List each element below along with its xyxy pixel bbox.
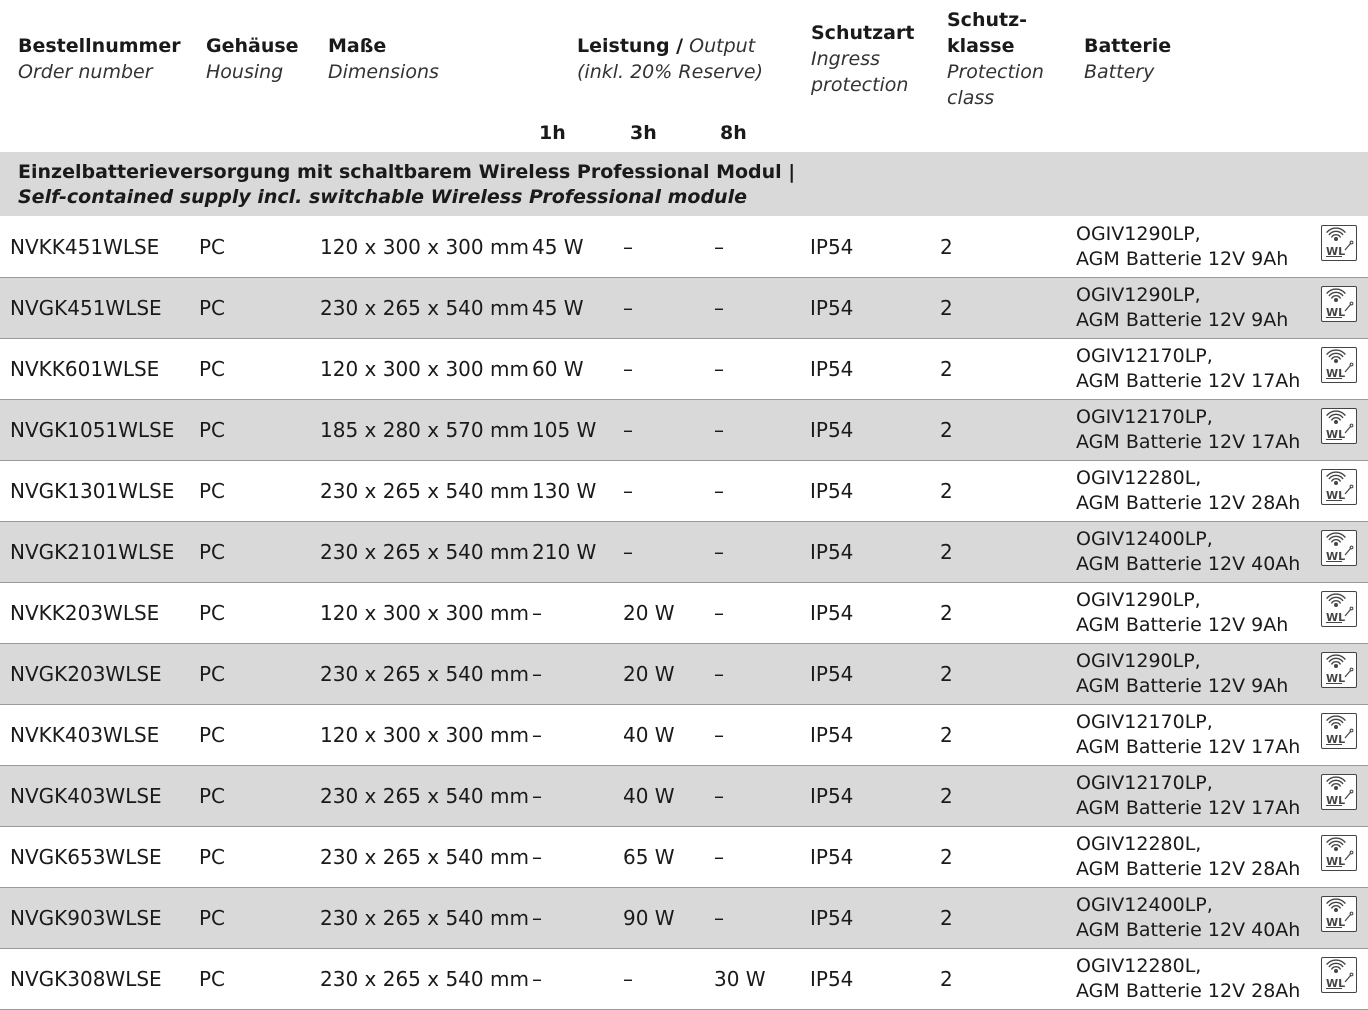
svg-text:WL: WL [1326, 916, 1346, 929]
svg-text:WL: WL [1326, 977, 1346, 990]
dimensions-cell: 120 x 300 x 300 mm [320, 235, 529, 259]
output-3h-cell: – [623, 479, 633, 503]
battery-model: OGIV12280L, [1076, 955, 1202, 977]
header-dimensions [328, 33, 439, 85]
header-hours-8h: 8h [720, 122, 747, 144]
battery-cell [1076, 344, 1300, 394]
output-8h-cell: – [714, 723, 724, 747]
wireless-wl-icon [1321, 530, 1357, 566]
header-ingress-en-2: protection [811, 74, 909, 96]
dimensions-cell: 230 x 265 x 540 mm [320, 845, 529, 869]
battery-cell [1076, 405, 1300, 455]
output-8h-cell: – [714, 906, 724, 930]
output-3h-cell: 40 W [623, 784, 675, 808]
order-number-cell: NVGK1051WLSE [10, 418, 175, 442]
housing-cell: PC [199, 662, 226, 686]
wireless-wl-icon [1321, 713, 1357, 749]
header-ingress-de: Schutzart [811, 22, 915, 44]
ingress-protection-cell: IP54 [810, 845, 854, 869]
table-body [0, 217, 1368, 1010]
order-number-cell: NVKK403WLSE [10, 723, 160, 747]
order-number-cell: NVGK203WLSE [10, 662, 162, 686]
output-1h-cell: 130 W [532, 479, 597, 503]
wireless-wl-icon [1321, 652, 1357, 688]
output-1h-cell: – [532, 845, 542, 869]
output-1h-cell: 45 W [532, 235, 584, 259]
svg-text:WL: WL [1326, 550, 1346, 563]
output-3h-cell: – [623, 357, 633, 381]
svg-text:WL: WL [1326, 245, 1346, 258]
battery-model: OGIV12170LP, [1076, 772, 1213, 794]
housing-cell: PC [199, 479, 226, 503]
output-3h-cell: – [623, 235, 633, 259]
output-1h-cell: – [532, 662, 542, 686]
protection-class-cell: 2 [940, 845, 953, 869]
ingress-protection-cell: IP54 [810, 540, 854, 564]
table-row [0, 522, 1368, 583]
output-3h-cell: 40 W [623, 723, 675, 747]
svg-text:WL: WL [1326, 855, 1346, 868]
header-dims-de: Maße [328, 35, 387, 57]
protection-class-cell: 2 [940, 784, 953, 808]
table-row [0, 278, 1368, 339]
order-number-cell: NVGK451WLSE [10, 296, 162, 320]
battery-model: OGIV12170LP, [1076, 345, 1213, 367]
battery-type: AGM Batterie 12V 9Ah [1076, 675, 1289, 697]
header-hours-1h: 1h [539, 122, 566, 144]
section-title-en: Self-contained supply incl. switchable Wireless Professional module [18, 186, 747, 208]
header-order-en: Order number [18, 61, 153, 83]
svg-text:WL: WL [1326, 672, 1346, 685]
battery-type: AGM Batterie 12V 17Ah [1076, 736, 1301, 758]
wireless-wl-icon [1321, 957, 1357, 993]
dimensions-cell: 120 x 300 x 300 mm [320, 723, 529, 747]
battery-cell [1076, 771, 1300, 821]
order-number-cell: NVGK653WLSE [10, 845, 162, 869]
order-number-cell: NVGK308WLSE [10, 967, 162, 991]
order-number-cell: NVGK403WLSE [10, 784, 162, 808]
svg-text:WL: WL [1326, 367, 1346, 380]
housing-cell: PC [199, 845, 226, 869]
battery-type: AGM Batterie 12V 28Ah [1076, 980, 1301, 1002]
header-class-de-2: klasse [947, 35, 1015, 57]
ingress-protection-cell: IP54 [810, 418, 854, 442]
protection-class-cell: 2 [940, 296, 953, 320]
table-row [0, 461, 1368, 522]
battery-cell [1076, 222, 1288, 272]
ingress-protection-cell: IP54 [810, 235, 854, 259]
header-housing [206, 33, 299, 85]
dimensions-cell: 185 x 280 x 570 mm [320, 418, 529, 442]
wireless-wl-icon [1321, 896, 1357, 932]
output-3h-cell: 90 W [623, 906, 675, 930]
dimensions-cell: 230 x 265 x 540 mm [320, 479, 529, 503]
battery-type: AGM Batterie 12V 17Ah [1076, 431, 1301, 453]
section-title-de: Einzelbatterieversorgung mit schaltbarem Wireless Professional Modul | [18, 161, 796, 183]
housing-cell: PC [199, 540, 226, 564]
table-row [0, 644, 1368, 705]
wireless-wl-icon [1321, 591, 1357, 627]
output-3h-cell: – [623, 418, 633, 442]
output-8h-cell: – [714, 845, 724, 869]
ingress-protection-cell: IP54 [810, 662, 854, 686]
battery-type: AGM Batterie 12V 28Ah [1076, 492, 1301, 514]
dimensions-cell: 120 x 300 x 300 mm [320, 357, 529, 381]
housing-cell: PC [199, 906, 226, 930]
battery-type: AGM Batterie 12V 28Ah [1076, 858, 1301, 880]
battery-model: OGIV1290LP, [1076, 284, 1201, 306]
output-3h-cell: – [623, 967, 633, 991]
protection-class-cell: 2 [940, 662, 953, 686]
wireless-wl-icon [1321, 408, 1357, 444]
header-battery-en: Battery [1084, 61, 1155, 83]
battery-model: OGIV12400LP, [1076, 528, 1213, 550]
wireless-wl-icon [1321, 286, 1357, 322]
header-class-de-1: Schutz- [947, 9, 1028, 31]
output-8h-cell: – [714, 540, 724, 564]
header-output-de: Leistung / [577, 35, 684, 57]
output-8h-cell: 30 W [714, 967, 766, 991]
battery-type: AGM Batterie 12V 9Ah [1076, 614, 1289, 636]
battery-cell [1076, 527, 1300, 577]
protection-class-cell: 2 [940, 967, 953, 991]
output-8h-cell: – [714, 784, 724, 808]
protection-class-cell: 2 [940, 540, 953, 564]
header-order-de: Bestellnummer [18, 35, 181, 57]
table-row [0, 827, 1368, 888]
output-8h-cell: – [714, 296, 724, 320]
order-number-cell: NVKK601WLSE [10, 357, 160, 381]
housing-cell: PC [199, 784, 226, 808]
battery-cell [1076, 649, 1288, 699]
output-3h-cell: 20 W [623, 662, 675, 686]
output-1h-cell: – [532, 967, 542, 991]
housing-cell: PC [199, 296, 226, 320]
header-output-note: (inkl. 20% Reserve) [577, 61, 764, 83]
battery-model: OGIV12400LP, [1076, 894, 1213, 916]
table-row [0, 888, 1368, 949]
output-1h-cell: 210 W [532, 540, 597, 564]
output-8h-cell: – [714, 601, 724, 625]
housing-cell: PC [199, 601, 226, 625]
header-class-en-2: class [947, 87, 995, 109]
battery-type: AGM Batterie 12V 17Ah [1076, 370, 1301, 392]
dimensions-cell: 230 x 265 x 540 mm [320, 540, 529, 564]
dimensions-cell: 230 x 265 x 540 mm [320, 906, 529, 930]
svg-text:WL: WL [1326, 489, 1346, 502]
battery-model: OGIV12280L, [1076, 467, 1202, 489]
wireless-wl-icon [1321, 835, 1357, 871]
header-order-number [18, 33, 181, 85]
battery-model: OGIV1290LP, [1076, 650, 1201, 672]
protection-class-cell: 2 [940, 906, 953, 930]
battery-model: OGIV12170LP, [1076, 406, 1213, 428]
output-1h-cell: – [532, 601, 542, 625]
output-3h-cell: 20 W [623, 601, 675, 625]
order-number-cell: NVGK903WLSE [10, 906, 162, 930]
ingress-protection-cell: IP54 [810, 784, 854, 808]
battery-cell [1076, 893, 1300, 943]
battery-cell [1076, 588, 1288, 638]
battery-cell [1076, 954, 1300, 1004]
ingress-protection-cell: IP54 [810, 601, 854, 625]
output-1h-cell: 105 W [532, 418, 597, 442]
dimensions-cell: 120 x 300 x 300 mm [320, 601, 529, 625]
battery-model: OGIV12170LP, [1076, 711, 1213, 733]
output-3h-cell: – [623, 296, 633, 320]
table-row [0, 766, 1368, 827]
battery-cell [1076, 466, 1300, 516]
ingress-protection-cell: IP54 [810, 723, 854, 747]
ingress-protection-cell: IP54 [810, 479, 854, 503]
housing-cell: PC [199, 418, 226, 442]
header-battery [1084, 33, 1171, 85]
table-row [0, 583, 1368, 644]
ingress-protection-cell: IP54 [810, 357, 854, 381]
output-1h-cell: – [532, 906, 542, 930]
output-8h-cell: – [714, 357, 724, 381]
table-row [0, 339, 1368, 400]
header-ingress-en-1: Ingress [811, 48, 881, 70]
battery-model: OGIV1290LP, [1076, 223, 1201, 245]
header-battery-de: Batterie [1084, 35, 1172, 57]
battery-cell [1076, 832, 1300, 882]
protection-class-cell: 2 [940, 418, 953, 442]
svg-text:WL: WL [1326, 794, 1346, 807]
order-number-cell: NVKK203WLSE [10, 601, 160, 625]
wireless-wl-icon [1321, 225, 1357, 261]
svg-text:WL: WL [1326, 611, 1346, 624]
table-row [0, 400, 1368, 461]
table-row [0, 705, 1368, 766]
protection-class-cell: 2 [940, 235, 953, 259]
battery-type: AGM Batterie 12V 9Ah [1076, 309, 1289, 331]
svg-text:WL: WL [1326, 733, 1346, 746]
svg-text:WL: WL [1326, 428, 1346, 441]
output-8h-cell: – [714, 418, 724, 442]
table-row [0, 949, 1368, 1010]
dimensions-cell: 230 x 265 x 540 mm [320, 662, 529, 686]
battery-type: AGM Batterie 12V 17Ah [1076, 797, 1301, 819]
protection-class-cell: 2 [940, 479, 953, 503]
header-ingress-protection [811, 20, 914, 98]
battery-model: OGIV12280L, [1076, 833, 1202, 855]
housing-cell: PC [199, 235, 226, 259]
ingress-protection-cell: IP54 [810, 296, 854, 320]
protection-class-cell: 2 [940, 357, 953, 381]
dimensions-cell: 230 x 265 x 540 mm [320, 967, 529, 991]
protection-class-cell: 2 [940, 601, 953, 625]
header-hours-3h: 3h [630, 122, 657, 144]
dimensions-cell: 230 x 265 x 540 mm [320, 296, 529, 320]
order-number-cell: NVGK2101WLSE [10, 540, 175, 564]
protection-class-cell: 2 [940, 723, 953, 747]
battery-type: AGM Batterie 12V 40Ah [1076, 919, 1301, 941]
output-1h-cell: 60 W [532, 357, 584, 381]
header-protection-class [947, 7, 1044, 111]
wireless-wl-icon [1321, 347, 1357, 383]
ingress-protection-cell: IP54 [810, 967, 854, 991]
order-number-cell: NVGK1301WLSE [10, 479, 175, 503]
housing-cell: PC [199, 357, 226, 381]
header-output [577, 33, 763, 85]
output-8h-cell: – [714, 479, 724, 503]
ingress-protection-cell: IP54 [810, 906, 854, 930]
output-1h-cell: – [532, 723, 542, 747]
battery-type: AGM Batterie 12V 9Ah [1076, 248, 1289, 270]
battery-model: OGIV1290LP, [1076, 589, 1201, 611]
output-3h-cell: – [623, 540, 633, 564]
header-housing-de: Gehäuse [206, 35, 299, 57]
dimensions-cell: 230 x 265 x 540 mm [320, 784, 529, 808]
housing-cell: PC [199, 723, 226, 747]
table-row [0, 217, 1368, 278]
output-1h-cell: – [532, 784, 542, 808]
header-dims-en: Dimensions [328, 61, 439, 83]
battery-cell [1076, 283, 1288, 333]
header-class-en-1: Protection [947, 61, 1044, 83]
output-1h-cell: 45 W [532, 296, 584, 320]
header-housing-en: Housing [206, 61, 284, 83]
section-heading [0, 152, 1368, 216]
header-output-en: Output [689, 35, 756, 57]
output-8h-cell: – [714, 662, 724, 686]
wireless-wl-icon [1321, 469, 1357, 505]
order-number-cell: NVKK451WLSE [10, 235, 160, 259]
output-3h-cell: 65 W [623, 845, 675, 869]
battery-type: AGM Batterie 12V 40Ah [1076, 553, 1301, 575]
battery-cell [1076, 710, 1300, 760]
wireless-wl-icon [1321, 774, 1357, 810]
output-8h-cell: – [714, 235, 724, 259]
svg-text:WL: WL [1326, 306, 1346, 319]
housing-cell: PC [199, 967, 226, 991]
